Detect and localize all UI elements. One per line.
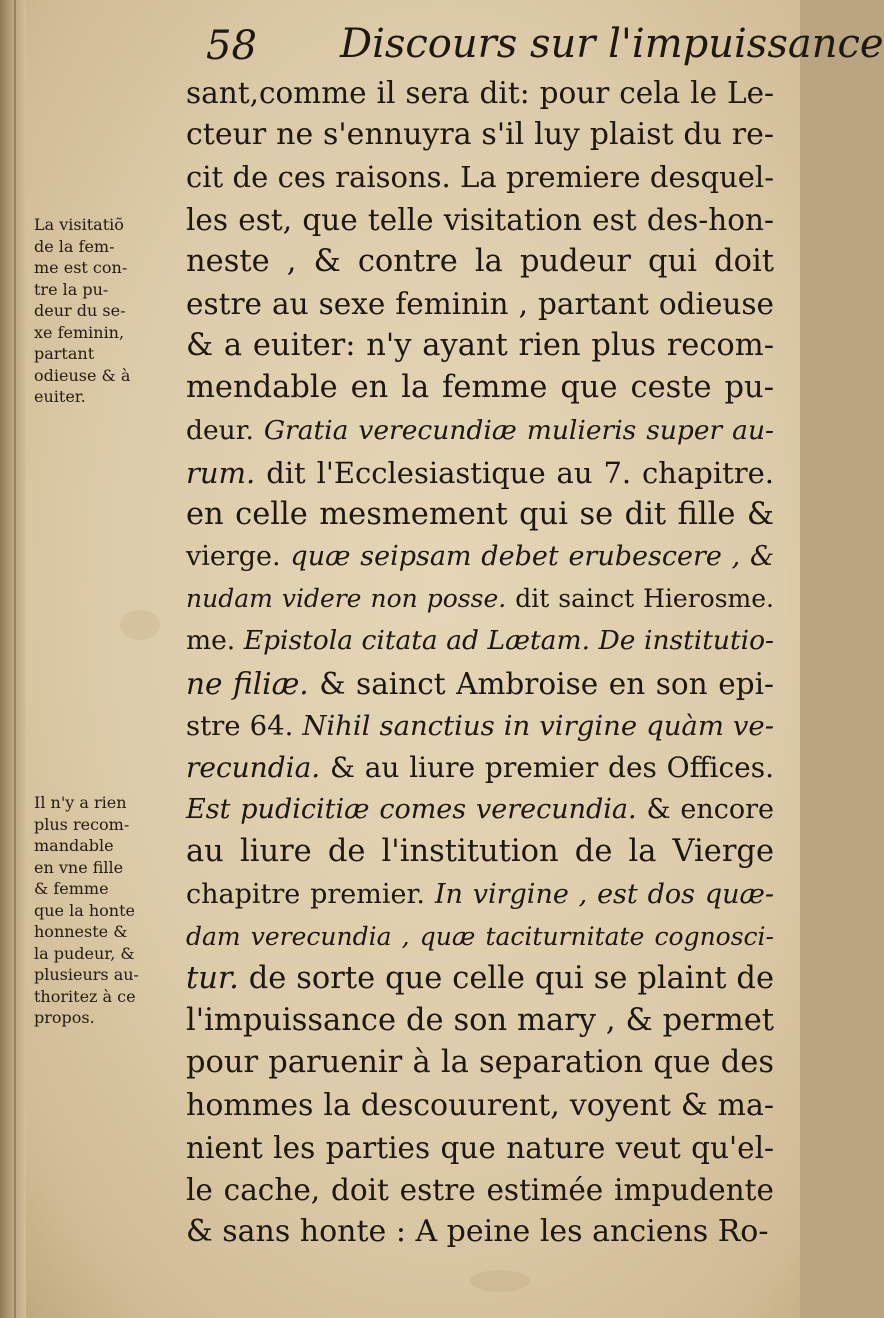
text-line	[186, 114, 774, 156]
french-text: dit l'Ecclesiastique au 7. chapitre.	[255, 455, 774, 490]
french-text: pour paruenir à la separation que des	[186, 1045, 774, 1081]
paper-stain	[120, 610, 160, 640]
french-text: hommes la descouurent, voyent & ma-	[186, 1087, 774, 1123]
text-line	[186, 958, 774, 1000]
page-number: 58	[206, 23, 257, 69]
main-text-block	[186, 72, 776, 1253]
margin-note-line: de la fem-	[34, 236, 115, 256]
latin-quotation: rum.	[186, 455, 256, 490]
margin-note-line: mandable	[34, 836, 114, 855]
text-line	[186, 156, 774, 198]
french-text: les est, que telle visitation est des-hon-	[186, 202, 774, 237]
text-line	[186, 536, 774, 578]
french-text: stre 64.	[186, 709, 303, 742]
latin-quotation: ne filiæ.	[186, 666, 309, 701]
latin-quotation: Est pudicitiæ comes verecundia.	[186, 794, 637, 826]
text-line	[186, 410, 774, 452]
french-text: l'impuissance de son mary , & permet	[186, 1003, 774, 1039]
french-text: dit sainct Hierosme.	[506, 584, 775, 614]
latin-quotation: Gratia verecundiæ mulieris super au-	[263, 414, 775, 446]
latin-quotation: tur.	[186, 960, 239, 996]
margin-note-line: La visitatiõ	[34, 215, 124, 234]
text-line	[186, 283, 774, 325]
margin-note-visitation	[34, 214, 184, 408]
text-line	[186, 578, 774, 620]
margin-note-line: plus recom-	[34, 814, 130, 834]
page-gutter	[0, 0, 26, 1318]
running-title: Discours sur l'impuissance	[340, 21, 884, 67]
margin-note-line: que la honte	[34, 900, 135, 920]
latin-quotation: quæ seipsam debet erubescere , &	[290, 541, 774, 573]
text-line	[186, 367, 774, 409]
text-line	[186, 1127, 774, 1169]
text-line	[186, 1211, 774, 1253]
margin-note-line: odieuse & à	[34, 365, 131, 385]
text-line	[186, 1085, 774, 1127]
latin-quotation: Nihil sanctius in virgine quàm ve-	[302, 709, 774, 742]
text-line	[186, 831, 774, 873]
margin-note-line: Il n'y a rien	[34, 793, 127, 812]
margin-note-line: en vne fille	[34, 857, 124, 877]
margin-note-line: propos.	[34, 1008, 95, 1027]
text-line	[186, 1042, 774, 1084]
page-header	[198, 16, 884, 72]
latin-quotation: In virgine , est dos quæ-	[434, 878, 774, 910]
text-line	[186, 1000, 774, 1042]
margin-note-line: partant	[34, 344, 95, 363]
margin-note-line: me est con-	[34, 258, 128, 277]
french-text: & encore	[636, 794, 774, 826]
french-text: en celle mesmement qui se dit fille &	[186, 496, 774, 532]
text-line	[186, 494, 774, 536]
margin-note-line: thoritez à ce	[34, 986, 136, 1006]
text-line	[186, 663, 774, 705]
french-text: & au liure premier des Offices.	[320, 751, 774, 784]
text-line	[186, 199, 774, 241]
french-text: cit de ces raisons. La premiere desquel-	[186, 160, 774, 195]
margin-note-line: la pudeur, &	[34, 943, 135, 963]
french-text: me.	[186, 625, 244, 657]
text-line	[186, 452, 774, 494]
text-line	[186, 72, 774, 114]
text-line	[186, 789, 774, 831]
french-text: & sans honte : A peine les anciens Ro-	[186, 1214, 769, 1250]
text-line	[186, 916, 774, 958]
text-line	[186, 241, 774, 283]
text-line	[186, 874, 774, 916]
french-text: vierge.	[186, 541, 291, 573]
margin-note-line: honneste &	[34, 922, 128, 941]
latin-quotation: dam verecundia , quæ taciturnitate cognosci-	[186, 921, 774, 951]
french-text: & sainct Ambroise en son epi-	[308, 666, 774, 701]
margin-note-pudeur	[34, 792, 184, 1029]
french-text: & a euiter: n'y ayant rien plus recom-	[186, 328, 774, 364]
margin-note-line: plusieurs au-	[34, 965, 139, 984]
text-line	[186, 620, 774, 662]
latin-quotation: recundia.	[186, 751, 321, 784]
french-text: sant,comme il sera dit: pour cela le Le-	[186, 76, 774, 110]
margin-note-line: xe feminin,	[34, 322, 125, 342]
text-line	[186, 1169, 774, 1211]
margin-note-line: deur du se-	[34, 301, 126, 320]
french-text: mendable en la femme que ceste pu-	[186, 370, 774, 406]
text-line	[186, 747, 774, 789]
french-text: de sorte que celle qui se plaint de	[238, 960, 774, 996]
french-text: nient les parties que nature veut qu'el-	[186, 1130, 774, 1165]
french-text: chapitre premier.	[186, 878, 435, 910]
french-text: le cache, doit estre estimée impudente	[186, 1172, 774, 1207]
paper-stain	[470, 1270, 530, 1292]
french-text: au liure de l'institution de la Vierge	[186, 834, 774, 870]
french-text: neste , & contre la pudeur qui doit	[186, 243, 774, 279]
french-text: deur.	[186, 414, 264, 446]
text-line	[186, 325, 774, 367]
french-text: cteur ne s'ennuyra s'il luy plaist du re-	[186, 117, 774, 153]
latin-quotation: nudam videre non posse.	[186, 584, 507, 614]
margin-note-line: & femme	[34, 879, 109, 898]
margin-note-line: tre la pu-	[34, 279, 109, 299]
text-line	[186, 705, 774, 747]
french-text: estre au sexe feminin , partant odieuse	[186, 286, 774, 321]
margin-note-line: euiter.	[34, 387, 86, 406]
latin-quotation: Epistola citata ad Lætam. De institutio-	[243, 625, 774, 657]
